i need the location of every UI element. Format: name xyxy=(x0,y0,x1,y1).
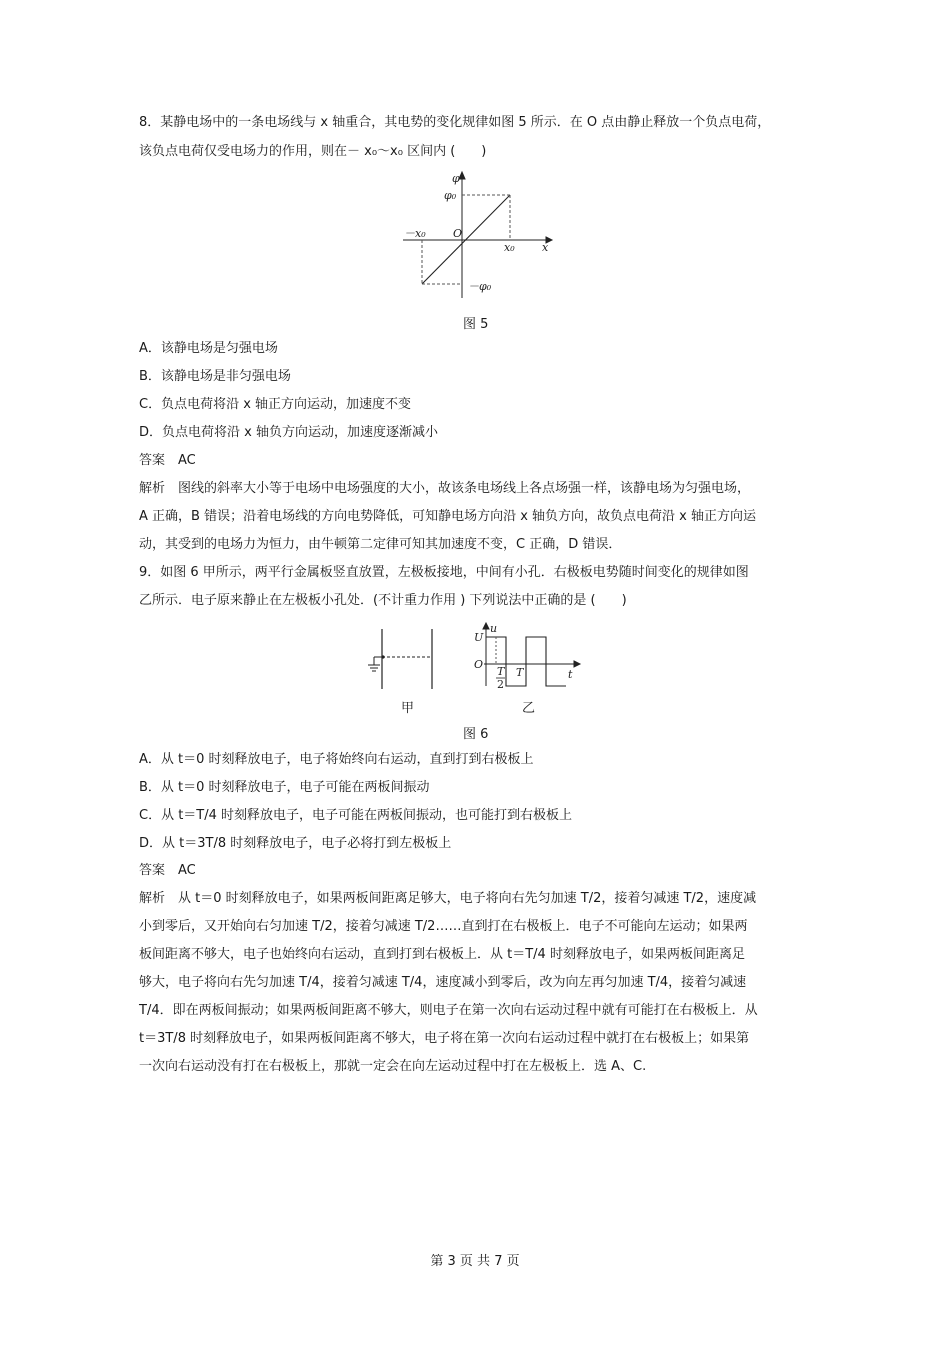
q9-answer: 答案 AC xyxy=(139,863,196,878)
figure-6-waveform xyxy=(470,622,585,692)
figure-5-neg-phi0-label: －φ₀ xyxy=(468,280,492,293)
q8-analysis-line1: 解析 图线的斜率大小等于电场中电场强度的大小，故该条电场线上各点场强一样，该静电场为匀强电场， xyxy=(139,481,751,496)
waveform-T-label: T xyxy=(516,666,524,679)
figure-5-x0-label: x₀ xyxy=(504,241,515,254)
q9-analysis-line3: 板间距离不够大，电子也始终向右运动，直到打到右极板上．从 t＝T/4 时刻释放电子，如果两板间距离足 xyxy=(139,947,745,962)
q9-analysis-line7: 一次向右运动没有打在右极板上，那就一定会在向左运动过程中打在左极板上．选 A、C. xyxy=(139,1059,647,1074)
figure-5-neg-x0-label: －x₀ xyxy=(404,227,426,240)
waveform-half-T-den: 2 xyxy=(497,678,504,691)
q8-option-a: A．该静电场是匀强电场 xyxy=(139,341,278,356)
q8-stem-line1: 8．某静电场中的一条电场线与 x 轴重合，其电势的变化规律如图 5 所示．在 O 点由静止释放一个负点电荷， xyxy=(139,115,771,130)
figure-5-phi-label: φ xyxy=(452,172,460,185)
q9-option-c: C．从 t＝T/4 时刻释放电子，电子可能在两板间振动，也可能打到右极板上 xyxy=(139,808,573,823)
waveform-t-label: t xyxy=(568,668,573,681)
q9-stem-line2: 乙所示．电子原来静止在左极板小孔处．(不计重力作用 ) 下列说法中正确的是 ( ) xyxy=(139,593,627,608)
figure-5-origin-label: O xyxy=(453,227,463,240)
q9-analysis-line4: 够大，电子将向右先匀加速 T/4，接着匀减速 T/4，速度减小到零后，改为向左再匀加速 T/4，接着匀减速 xyxy=(139,975,747,990)
figure-5-x-label: x xyxy=(542,241,549,254)
q9-option-b: B．从 t＝0 时刻释放电子，电子可能在两板间振动 xyxy=(139,780,430,795)
q9-analysis-line1: 解析 从 t＝0 时刻释放电子，如果两板间距离足够大，电子将向右先匀加速 T/2，接着匀减速 T/2，速度减 xyxy=(139,891,757,906)
figure-5-y-arrow xyxy=(459,172,465,179)
q9-stem-line1: 9．如图 6 甲所示，两平行金属板竖直放置，左极板接地，中间有小孔．右极板电势随时间变化的规律如图 xyxy=(139,565,749,580)
waveform-origin-label: O xyxy=(474,658,484,671)
figure-6-left-caption: 甲 xyxy=(401,701,415,716)
q9-analysis-line5: T/4．即在两板间振动；如果两板间距离不够大，则电子在第一次向右运动过程中就有可能打在右极板上．从 xyxy=(139,1003,758,1018)
q8-analysis-line3: 动，其受到的电场力为恒力，由牛顿第二定律可知其加速度不变，C 正确，D 错误． xyxy=(139,537,622,552)
figure-6-right-caption: 乙 xyxy=(522,701,536,716)
waveform-half-T-num: T xyxy=(497,665,505,678)
figure-5 xyxy=(398,170,558,305)
waveform-t-arrow xyxy=(574,661,580,667)
waveform-U-label: U xyxy=(474,631,484,644)
q8-answer: 答案 AC xyxy=(139,453,196,468)
figure-5-phi0-label: φ₀ xyxy=(444,189,457,202)
q8-option-d: D．负点电荷将沿 x 轴负方向运动，加速度逐渐减小 xyxy=(139,425,438,440)
q9-analysis-line2: 小到零后，又开始向右匀加速 T/2，接着匀减速 T/2……直到打在右极板上．电子不可能向左运动；如果两 xyxy=(139,919,748,934)
q8-option-b: B．该静电场是非匀强电场 xyxy=(139,369,291,384)
page-footer: 第 3 页 共 7 页 xyxy=(430,1254,520,1269)
waveform-u-label: u xyxy=(490,622,498,635)
figure-6-caption: 图 6 xyxy=(463,727,489,742)
waveform-u-arrow xyxy=(483,623,489,629)
q9-analysis-line6: t＝3T/8 时刻释放电子，如果两板间距离不够大，电子将在第一次向右运动过程中就打在右极板上；如果第 xyxy=(139,1031,750,1046)
electron-dot xyxy=(381,655,384,658)
q8-analysis-line2: A 正确，B 错误；沿着电场线的方向电势降低，可知静电场方向沿 x 轴负方向，故负点电荷沿 x 轴正方向运 xyxy=(139,509,756,524)
q9-option-a: A．从 t＝0 时刻释放电子，电子将始终向右运动，直到打到右极板上 xyxy=(139,752,534,767)
q9-option-d: D．从 t＝3T/8 时刻释放电子，电子必将打到左极板上 xyxy=(139,836,452,851)
figure-5-caption: 图 5 xyxy=(463,317,489,332)
q8-option-c: C．负点电荷将沿 x 轴正方向运动，加速度不变 xyxy=(139,397,412,412)
q8-stem-line2: 该负点电荷仅受电场力的作用，则在－ x₀～x₀ 区间内 ( ) xyxy=(139,144,487,159)
